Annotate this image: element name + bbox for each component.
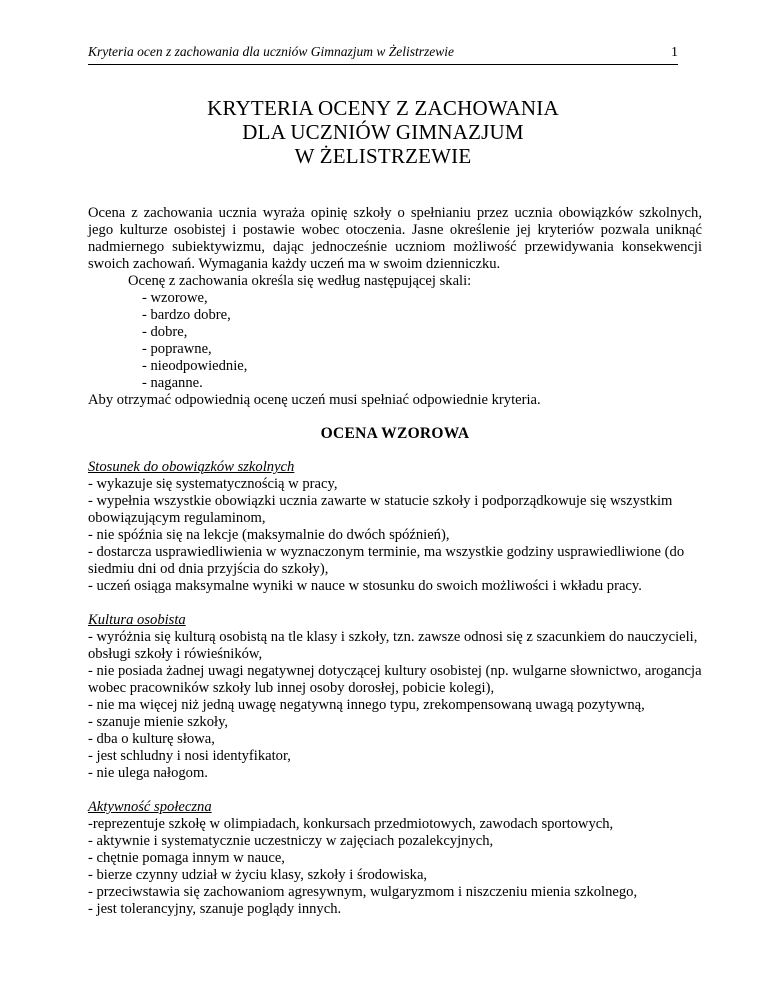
document-title (88, 96, 678, 168)
scale-intro: Ocenę z zachowania określa się według następującej skali: (128, 273, 472, 289)
grade-scale-list (88, 290, 702, 392)
header-title: Kryteria ocen z zachowania dla uczniów Gimnazjum w Żelistrzewie (88, 44, 454, 59)
criteria-block-activity (88, 799, 702, 918)
block-title: Stosunek do obowiązków szkolnych (88, 459, 295, 475)
criteria-list (88, 476, 702, 595)
list-item: - wykazuje się systematycznością w pracy, (88, 476, 338, 492)
list-item: - nie ulega nałogom. (88, 765, 208, 781)
page-number: 1 (671, 45, 678, 60)
block-title: Aktywność społeczna (88, 799, 212, 815)
list-item: - bierze czynny udział w życiu klasy, szkoły i środowiska, (88, 867, 428, 883)
list-item: - naganne. (142, 375, 203, 391)
list-item: - dobre, (142, 324, 188, 340)
criteria-block-duties (88, 459, 702, 595)
list-item: - uczeń osiąga maksymalne wyniki w nauce w stosunku do swoich możliwości i wkładu pracy. (88, 578, 642, 594)
criteria-list (88, 629, 702, 782)
list-item: - wzorowe, (142, 290, 208, 306)
list-item: -reprezentuje szkołę w olimpiadach, konkursach przedmiotowych, zawodach sportowych, (88, 816, 614, 832)
list-item: - szanuje mienie szkoły, (88, 714, 229, 730)
list-item: - aktywnie i systematycznie uczestniczy w zajęciach pozalekcyjnych, (88, 833, 494, 849)
criteria-list (88, 816, 702, 918)
criteria-block-culture (88, 612, 702, 782)
list-item: - nie ma więcej niż jedną uwagę negatywną innego typu, zrekompensowaną uwagą pozytywną, (88, 697, 645, 713)
list-item: - bardzo dobre, (142, 307, 231, 323)
block-title: Kultura osobista (88, 612, 186, 628)
list-item: - jest tolerancyjny, szanuje poglądy innych. (88, 901, 342, 917)
list-item: - chętnie pomaga innym w nauce, (88, 850, 285, 866)
title-line-3: W ŻELISTRZEWIE (294, 144, 472, 168)
list-item: - wypełnia wszystkie obowiązki ucznia zawarte w statucie szkoły i podporządkowuje się wszystkim obowiązującym regulaminom, (88, 493, 673, 526)
document-body (88, 205, 702, 935)
list-item: - poprawne, (142, 341, 212, 357)
list-item: - jest schludny i nosi identyfikator, (88, 748, 291, 764)
list-item: - dba o kulturę słowa, (88, 731, 215, 747)
list-item: - dostarcza usprawiedliwienia w wyznaczonym terminie, ma wszystkie godziny usprawiedliwione (do siedmiu dni od dnia przyjścia do szkoły), (88, 544, 685, 577)
page-header (88, 40, 678, 65)
list-item: - nie posiada żadnej uwagi negatywnej dotyczącej kultury osobistej (np. wulgarne słownictwo, arogancja wobec pracowników szkoły lub innej osoby dorosłej, pobicie kolegi), (88, 663, 702, 696)
intro-paragraph: Ocena z zachowania ucznia wyraża opinię szkoły o spełnianiu przez ucznia obowiązków szkolnych, jego kulturze osobistej i postawie wobec otoczenia. Jasne określenie jej kryteriów pozwala uniknąć nadmiernego subiektywizmu, dając jednocześnie uczniom możliwość przewidywania konsekwencji swoich zachowań. Wymagania każdy uczeń ma w swoim dzienniczku. (88, 205, 702, 272)
list-item: - nieodpowiednie, (142, 358, 248, 374)
section-heading: OCENA WZOROWA (320, 425, 470, 442)
title-line-1: KRYTERIA OCENY Z ZACHOWANIA (207, 96, 559, 120)
list-item: - przeciwstawia się zachowaniom agresywnym, wulgaryzmom i niszczeniu mienia szkolnego, (88, 884, 638, 900)
list-item: - nie spóźnia się na lekcje (maksymalnie do dwóch spóźnień), (88, 527, 450, 543)
list-item: - wyróżnia się kulturą osobistą na tle klasy i szkoły, tzn. zawsze odnosi się z szacunkiem do nauczycieli, obsługi szkoły i rówieśników, (88, 629, 698, 662)
intro-closing: Aby otrzymać odpowiednią ocenę uczeń musi spełniać odpowiednie kryteria. (88, 392, 541, 408)
title-line-2: DLA UCZNIÓW GIMNAZJUM (242, 120, 524, 144)
